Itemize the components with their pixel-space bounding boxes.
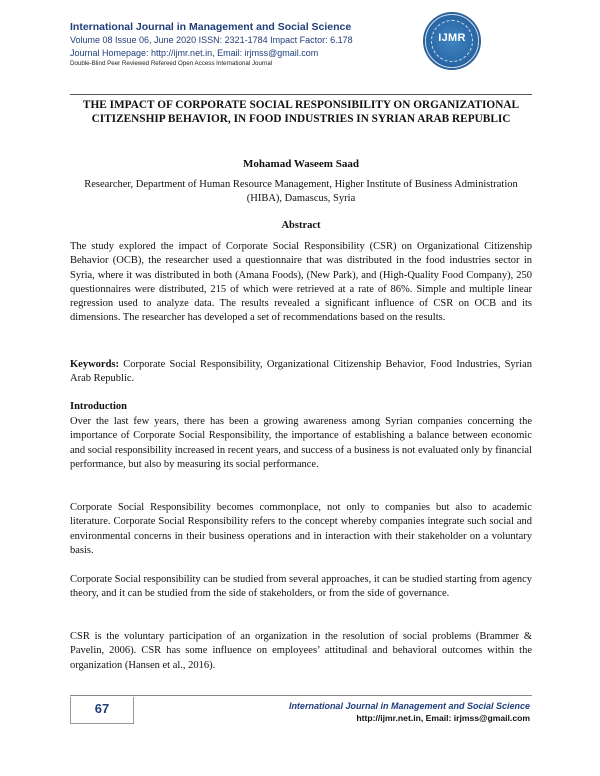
intro-paragraph-4: CSR is the voluntary participation of an organization in the resolution of social problems (Brammer & Pavelin, 2006). CSR has some influence on employees’ attitudinal and behavioral outcomes within the organization (Hansen et al., 2016).: [70, 631, 532, 671]
journal-logo: [425, 14, 479, 68]
keywords-text: Corporate Social Responsibility, Organizational Citizenship Behavior, Food Industries, Syrian Arab Republic.: [70, 359, 532, 385]
footer-divider: [70, 695, 532, 696]
abstract-heading: Abstract: [281, 220, 321, 231]
keywords-label: Keywords:: [70, 359, 119, 370]
journal-homepage-line: Journal Homepage: http://ijmr.net.in, Email: irjmss@gmail.com: [70, 47, 319, 58]
footer-journal-name: International Journal in Management and Social Science: [288, 701, 530, 711]
header-divider: [70, 94, 532, 95]
keywords: [70, 358, 532, 387]
intro-paragraph-1: Over the last few years, there has been a growing awareness among Syrian companies concerning the importance of Corporate Social Responsibility, the importance of establishing a balance between economic and social responsibility increased in recent years, and success of a business is not evaluated only by financial performance, but also by measuring its social performance.: [70, 416, 532, 470]
journal-peer-line: Double-Blind Peer Reviewed Refereed Open Access International Journal: [70, 60, 273, 67]
footer: [150, 700, 530, 724]
logo-text: IJMR: [438, 32, 466, 44]
footer-links: http://ijmr.net.in, Email: irjmss@gmail.com: [356, 713, 530, 723]
journal-volume-line: Volume 08 Issue 06, June 2020 ISSN: 2321-1784 Impact Factor: 6.178: [70, 35, 353, 45]
paper-title: THE IMPACT OF CORPORATE SOCIAL RESPONSIBILITY ON ORGANIZATIONAL CITIZENSHIP BEHAVIOR, IN FOOD INDUSTRIES IN SYRIAN ARAB REPUBLIC: [82, 99, 520, 125]
page-number: 67: [70, 697, 134, 724]
intro-paragraph-3: Corporate Social responsibility can be studied from several approaches, it can be studied starting from agency theory, and it can be studied from the side of stakeholders, or from the side of governance.: [70, 574, 532, 600]
journal-name: International Journal in Management and Social Science: [70, 21, 352, 33]
introduction-heading: Introduction: [70, 401, 127, 412]
abstract-text: The study explored the impact of Corporate Social Responsibility (CSR) on Organizational Citizenship Behavior (OCB), the researcher used a questionnaire that was distributed in the food industries sector in Syria, where it was distributed in both (Amana Foods), (New Park), and (High-Quality Food Company), 250 questionnaires were distributed, 215 of which were retrieved at a rate of 86%. Simple and multiple linear regression used to analyze data. The results revealed a significant influence of CSR on OCB and its dimensions. The researcher has developed a set of recommendations based on the results.: [70, 241, 532, 324]
intro-paragraph-2: Corporate Social Responsibility becomes commonplace, not only to companies but also to academic literature. Corporate Social Responsibility refers to the concept whereby companies integrate such social and environmental concerns in their business operations and in interaction with their stakeholder on a voluntary basis.: [70, 502, 532, 556]
author-affiliation: Researcher, Department of Human Resource Management, Higher Institute of Business Administration (HIBA), Damascus, Syria: [84, 179, 518, 204]
author-name: Mohamad Waseem Saad: [243, 158, 359, 170]
